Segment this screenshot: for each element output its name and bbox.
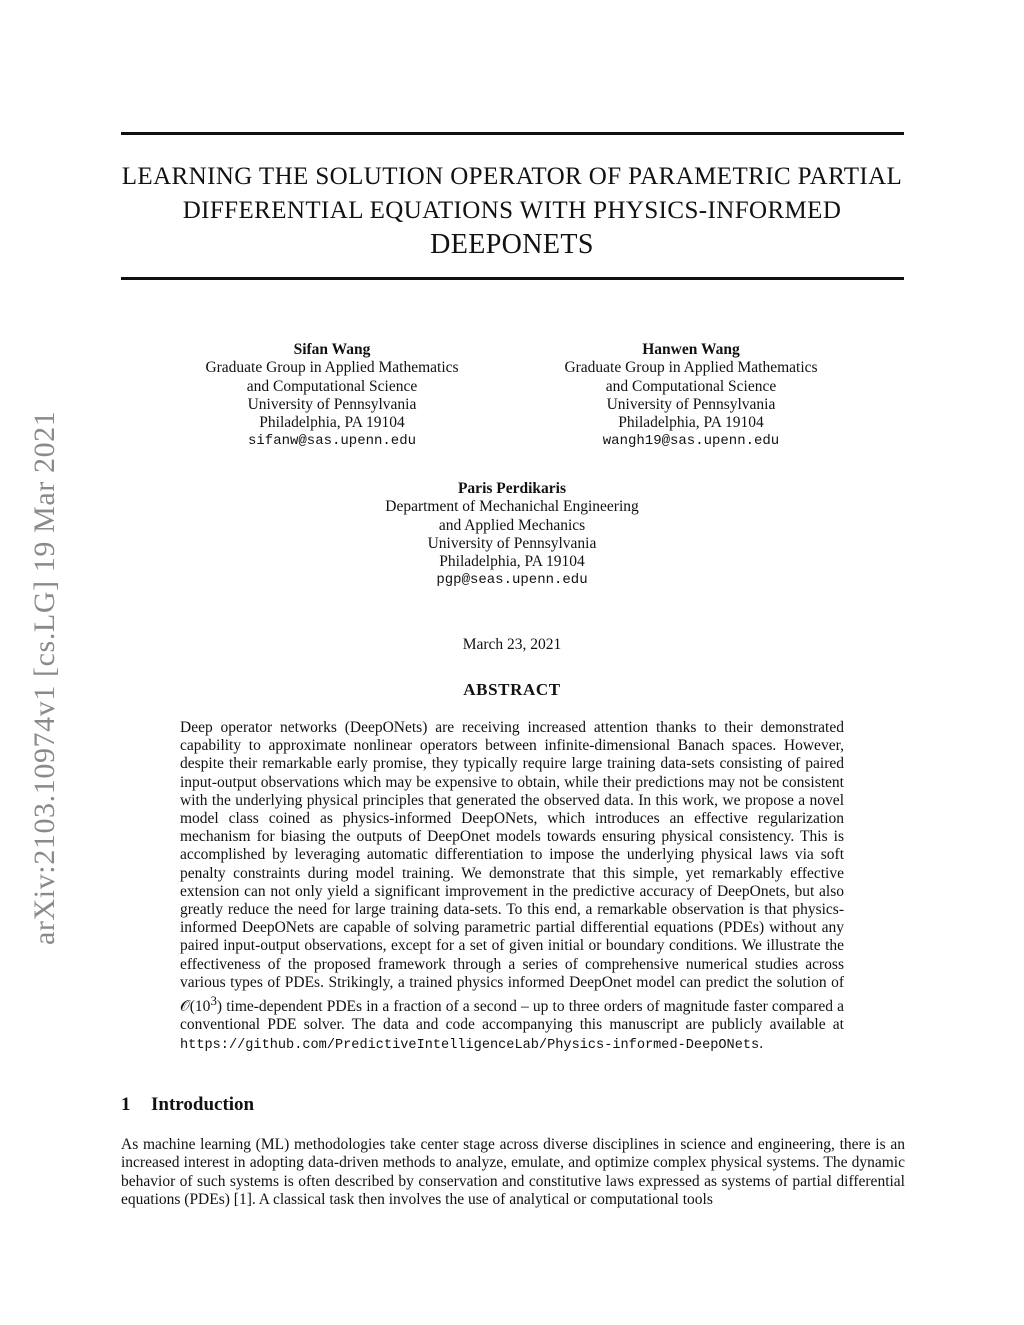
author-affiliation: University of Pennsylvania — [247, 395, 417, 413]
author-affiliation: University of Pennsylvania — [606, 395, 776, 413]
title-line-1: LEARNING THE SOLUTION OPERATOR OF PARAMETRIC PARTIAL — [121, 163, 903, 190]
abstract-heading: ABSTRACT — [463, 680, 561, 699]
introduction-paragraph: As machine learning (ML) methodologies take center stage across diverse disciplines in science and engineering, there is an increased interest in adopting data-driven methods to analyze, emulate, and optimize complex physical systems. The dynamic behavior of such systems is often described by conservation and constitutive laws expressed as systems of partial differential equations (PDEs) [1]. A classical task then involves the use of analytical or computational tools — [121, 1136, 905, 1208]
author-block-1 — [182, 341, 482, 451]
author-name: Paris Perdikaris — [457, 480, 567, 497]
author-affiliation: and Computational Science — [605, 377, 777, 395]
title-rule-top — [121, 132, 904, 135]
author-email[interactable]: wangh19@sas.upenn.edu — [602, 433, 780, 450]
title-rule-bottom — [121, 277, 904, 280]
author-affiliation: and Applied Mechanics — [438, 516, 586, 534]
paper-title — [100, 160, 924, 262]
author-name: Hanwen Wang — [642, 341, 740, 358]
author-name: Sifan Wang — [293, 341, 371, 358]
author-affiliation: Department of Mechanichal Engineering — [385, 498, 639, 516]
abstract-text — [180, 719, 844, 1055]
author-affiliation: Philadelphia, PA 19104 — [259, 414, 405, 432]
author-affiliation: Graduate Group in Applied Mathematics — [564, 359, 818, 377]
section-title: Introduction — [151, 1094, 255, 1115]
math-big-o: 𝒪(10 — [180, 998, 211, 1016]
author-affiliation: University of Pennsylvania — [427, 534, 597, 552]
author-affiliation: Graduate Group in Applied Mathematics — [205, 359, 459, 377]
abstract-end: . — [759, 1034, 764, 1052]
title-line-3: DEEPONETS — [430, 229, 594, 260]
section-heading — [121, 1094, 254, 1116]
author-affiliation: and Computational Science — [246, 377, 418, 395]
math-close: ) — [216, 998, 223, 1016]
abstract-body: Deep operator networks (DeepONets) are receiving increased attention thanks to their demonstrated capability to approximate nonlinear operators between infinite-dimensional Banach spaces. However, despite their remarkable early promise, they typically require large training data-sets consisting of paired input-output observations which may be expensive to obtain, while their predictions may not be consistent with the underlying physical principles that generated the observed data. In this work, we propose a novel model class coined as physics-informed DeepONets, which introduces an effective regularization mechanism for biasing the outputs of DeepOnet models towards ensuring physical consistency. This is accomplished by leveraging automatic differentiation to impose the underlying physical laws via soft penalty constraints during model training. We demonstrate that this simple, yet remarkably effective extension can not only yield a significant improvement in the predictive accuracy of DeepOnets, but also greatly reduce the need for large training data-sets. To this end, a remarkable observation is that physics-informed DeepONets are capable of solving parametric partial differential equations (PDEs) without any paired input-output observations, except for a set of given initial or boundary conditions. We illustrate the effectiveness of the proposed framework through a series of comprehensive numerical studies across various types of PDEs. Strikingly, a trained physics informed DeepOnet model can predict the solution of — [180, 719, 844, 991]
author-block-2 — [541, 341, 841, 451]
math-exponent: 3 — [210, 993, 217, 1009]
author-email[interactable]: pgp@seas.upenn.edu — [436, 572, 588, 589]
author-email[interactable]: sifanw@sas.upenn.edu — [247, 433, 417, 450]
code-repository-link[interactable]: https://github.com/PredictiveIntelligenceLab/Physics-informed-DeepONets — [180, 1037, 760, 1053]
author-affiliation: Philadelphia, PA 19104 — [618, 414, 764, 432]
author-block-3 — [362, 480, 662, 590]
publication-date: March 23, 2021 — [462, 636, 562, 653]
section-number: 1 — [121, 1094, 131, 1115]
title-line-2: DIFFERENTIAL EQUATIONS WITH PHYSICS-INFORMED — [182, 197, 842, 224]
abstract-body-continued: time-dependent PDEs in a fraction of a second – up to three orders of magnitude faster compared a conventional PDE solver. The data and code accompanying this manuscript are publicly available at — [180, 998, 844, 1034]
author-affiliation: Philadelphia, PA 19104 — [439, 553, 585, 571]
arxiv-stamp: arXiv:2103.10974v1 [cs.LG] 19 Mar 2021 — [28, 410, 61, 945]
